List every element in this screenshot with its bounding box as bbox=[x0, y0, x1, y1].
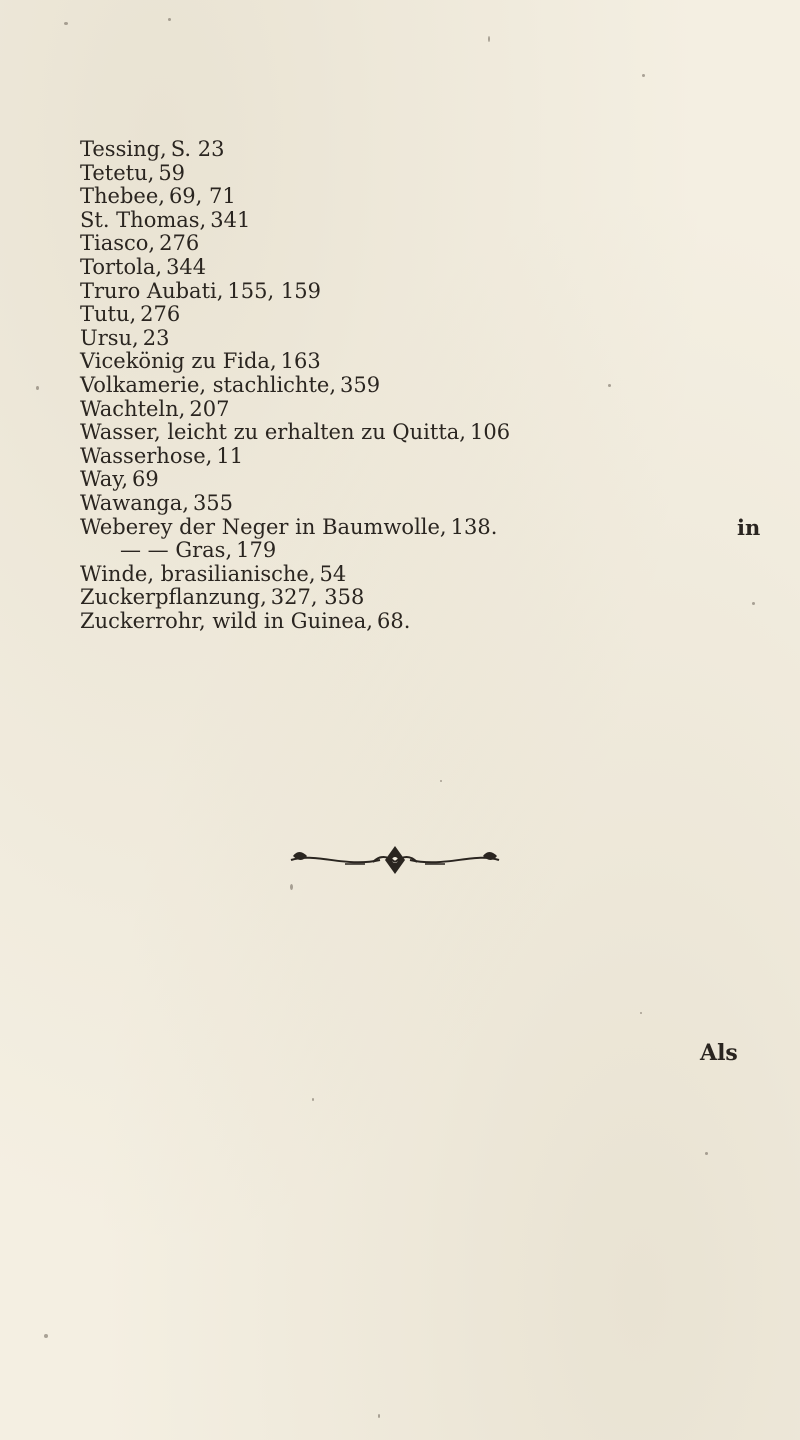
index-pages: 69, 71 bbox=[168, 184, 236, 209]
paper-speck bbox=[44, 1334, 48, 1338]
catchword: Als bbox=[700, 1040, 738, 1066]
index-entry bbox=[80, 185, 780, 209]
index-pages: 344 bbox=[166, 254, 207, 279]
paper-speck bbox=[312, 1098, 314, 1101]
paper-speck bbox=[705, 1152, 708, 1155]
index-entry bbox=[80, 280, 780, 304]
index-entry bbox=[80, 327, 780, 351]
index-pages: 155, 159 bbox=[227, 278, 321, 303]
index-term: Thebee, bbox=[80, 184, 165, 209]
paper-speck bbox=[642, 74, 645, 77]
paper-speck bbox=[440, 780, 442, 782]
index-term: Wawanga, bbox=[80, 490, 189, 515]
index-entry bbox=[80, 374, 780, 398]
index-term: Tutu, bbox=[80, 302, 137, 327]
index-term: Ursu, bbox=[80, 325, 139, 350]
index-entry bbox=[80, 138, 780, 162]
paper-speck bbox=[488, 36, 490, 42]
index-pages: 327, 358 bbox=[270, 585, 365, 610]
index-pages: 11 bbox=[216, 443, 244, 468]
index-list bbox=[80, 138, 780, 633]
index-term: Zuckerrohr, wild in Guinea, bbox=[80, 608, 373, 633]
index-pages: 163 bbox=[280, 349, 321, 374]
index-pages: 276 bbox=[140, 302, 181, 327]
index-entry bbox=[80, 303, 780, 327]
index-term: Tetetu, bbox=[80, 160, 155, 185]
index-pages: 341 bbox=[210, 207, 251, 232]
index-term: St. Thomas, bbox=[80, 207, 207, 232]
index-term: Wachteln, bbox=[80, 396, 186, 421]
index-pages: 355 bbox=[192, 490, 234, 515]
index-term: Way, bbox=[80, 467, 129, 492]
paper-speck bbox=[168, 18, 171, 21]
index-term: Volkamerie, stachlichte, bbox=[80, 372, 336, 397]
index-term: Truro Aubati, bbox=[80, 278, 224, 303]
index-term: Wasser, leicht zu erhalten zu Quitta, bbox=[80, 420, 466, 445]
index-term: Tiasco, bbox=[80, 231, 156, 256]
index-entry bbox=[80, 445, 780, 469]
index-pages: 207 bbox=[189, 396, 230, 421]
index-term: Vicekönig zu Fida, bbox=[80, 349, 277, 374]
index-entry bbox=[80, 162, 780, 186]
index-pages: 68. bbox=[376, 608, 411, 633]
index-term: Weberey der Neger in Baumwolle, bbox=[80, 514, 447, 539]
index-entry bbox=[80, 350, 780, 374]
index-pages: 359 bbox=[340, 372, 381, 397]
paper-speck bbox=[378, 1414, 380, 1418]
index-pages: 23 bbox=[142, 325, 170, 350]
index-pages: 106 bbox=[469, 420, 511, 445]
index-pages: 138. bbox=[450, 514, 498, 539]
index-entry bbox=[80, 232, 780, 256]
index-entry bbox=[80, 586, 780, 610]
paper-speck bbox=[290, 884, 293, 890]
index-term: Tortola, bbox=[80, 254, 163, 279]
paper-speck bbox=[64, 22, 68, 25]
index-pages: 276 bbox=[159, 231, 200, 256]
index-entry bbox=[80, 492, 780, 516]
index-entry bbox=[80, 398, 780, 422]
index-pages: 69 bbox=[132, 467, 159, 492]
index-entry bbox=[80, 468, 780, 492]
index-pages: 179 bbox=[236, 538, 277, 563]
index-term: Wasserhose, bbox=[80, 443, 213, 468]
index-entry bbox=[80, 209, 780, 233]
index-term: Tessing, bbox=[80, 137, 167, 161]
index-term: — — Gras, bbox=[120, 538, 233, 563]
index-entry bbox=[80, 421, 780, 445]
index-pages: 54 bbox=[319, 561, 347, 586]
paper-speck bbox=[36, 386, 39, 390]
index-entry bbox=[80, 256, 780, 280]
index-pages: 59 bbox=[158, 160, 186, 185]
index-term: Winde, brasilianische, bbox=[80, 561, 316, 586]
margin-note: in bbox=[737, 514, 761, 540]
index-pages: S. 23 bbox=[170, 137, 225, 161]
index-entry bbox=[80, 539, 780, 563]
index-entry bbox=[80, 563, 780, 587]
index-entry bbox=[80, 610, 780, 634]
index-term: Zuckerpflanzung, bbox=[80, 585, 267, 610]
paper-speck bbox=[640, 1012, 642, 1014]
printer-ornament-icon bbox=[285, 838, 505, 878]
index-entry bbox=[80, 516, 780, 540]
